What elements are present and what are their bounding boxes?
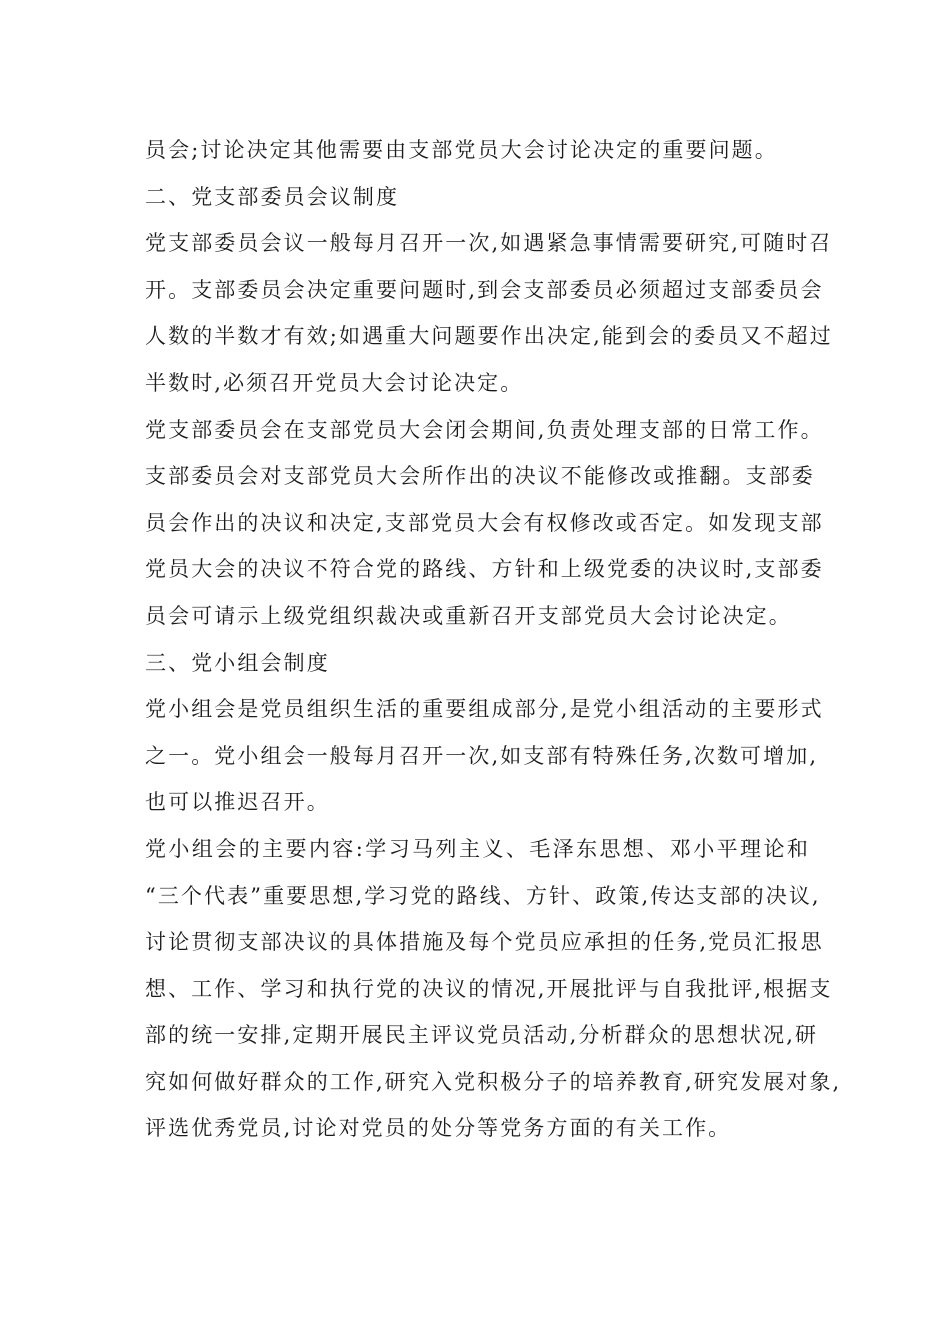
- text-line: 人数的半数才有效;如遇重大问题要作出决定,能到会的委员又不超过: [145, 324, 833, 349]
- text-line: 支部委员会对支部党员大会所作出的决议不能修改或推翻。支部委: [145, 464, 815, 489]
- text-line: 想、工作、学习和执行党的决议的情况,开展批评与自我批评,根据支: [145, 976, 833, 1001]
- text-line: 三、党小组会制度: [145, 650, 330, 675]
- text-line: 二、党支部委员会议制度: [145, 184, 400, 209]
- text-line: 评选优秀党员,讨论对党员的处分等党务方面的有关工作。: [145, 1116, 732, 1141]
- text-line: 党小组会是党员组织生活的重要组成部分,是党小组活动的主要形式: [145, 697, 824, 722]
- text-line: 开。支部委员会决定重要问题时,到会支部委员必须超过支部委员会: [145, 277, 824, 302]
- text-line: 党支部委员会议一般每月召开一次,如遇紧急事情需要研究,可随时召: [145, 231, 833, 256]
- text-line: “三个代表”重要思想,学习党的路线、方针、政策,传达支部的决议,: [145, 883, 821, 908]
- text-line: 讨论贯彻支部决议的具体措施及每个党员应承担的任务,党员汇报思: [145, 930, 824, 955]
- text-line: 部的统一安排,定期开展民主评议党员活动,分析群众的思想状况,研: [145, 1023, 819, 1048]
- text-line: 员会可请示上级党组织裁决或重新召开支部党员大会讨论决定。: [145, 603, 792, 628]
- text-line: 党小组会的主要内容:学习马列主义、毛泽东思想、邓小平理论和: [145, 836, 810, 861]
- text-line: 员会作出的决议和决定,支部党员大会有权修改或否定。如发现支部: [145, 510, 824, 535]
- text-line: 党支部委员会在支部党员大会闭会期间,负责处理支部的日常工作。: [145, 417, 824, 442]
- text-line: 员会;讨论决定其他需要由支部党员大会讨论决定的重要问题。: [145, 138, 778, 162]
- text-line: 也可以推迟召开。: [145, 790, 330, 815]
- document-body: [145, 127, 842, 1152]
- text-line: 究如何做好群众的工作,研究入党积极分子的培养教育,研究发展对象,: [145, 1069, 842, 1094]
- text-line: 半数时,必须召开党员大会讨论决定。: [145, 370, 524, 395]
- text-line: 之一。党小组会一般每月召开一次,如支部有特殊任务,次数可增加,: [145, 743, 819, 768]
- text-line: 党员大会的决议不符合党的路线、方针和上级党委的决议时,支部委: [145, 557, 824, 582]
